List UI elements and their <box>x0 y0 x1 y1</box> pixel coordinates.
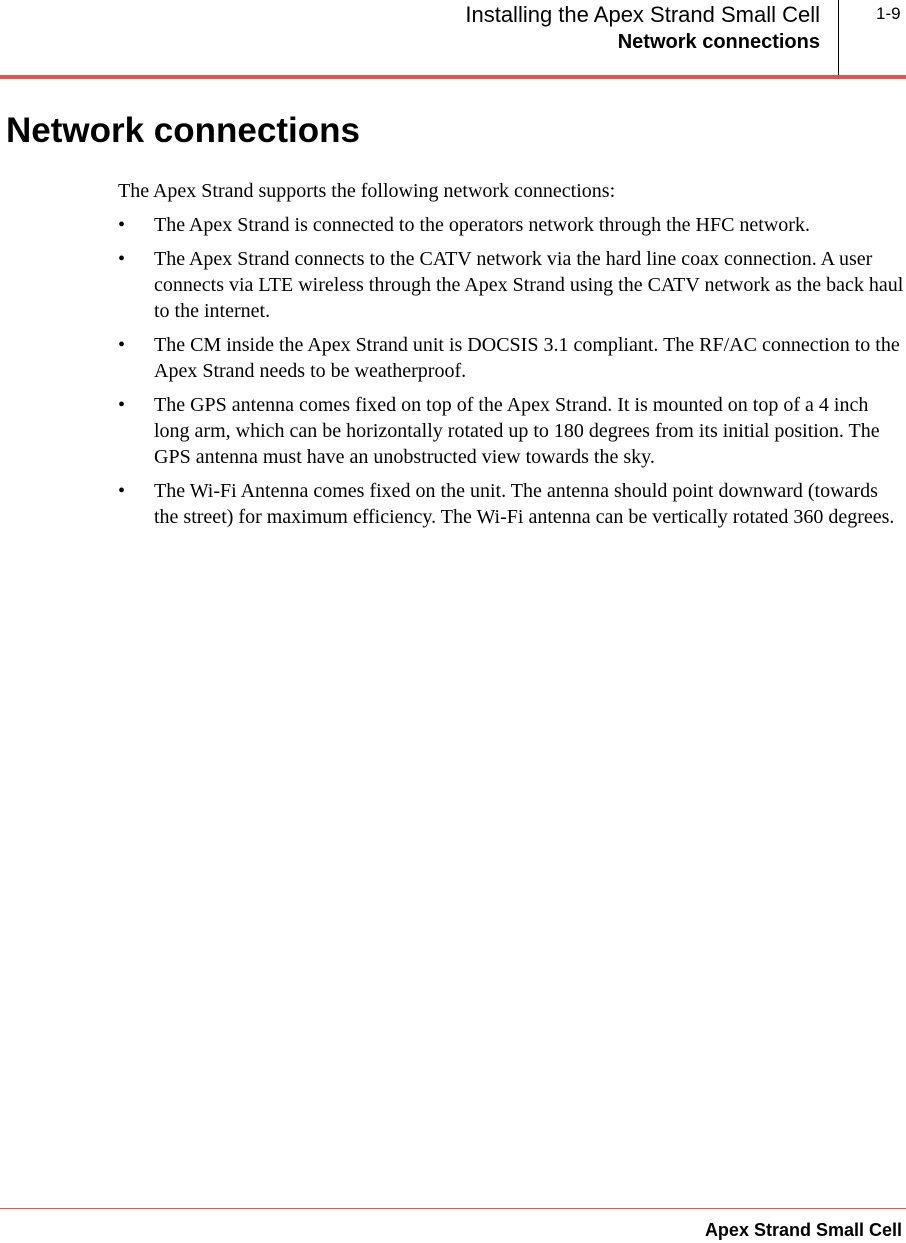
bullet-list <box>118 212 904 530</box>
page-title: Network connections <box>6 111 360 150</box>
list-item-text: The Apex Strand is connected to the operators network through the HFC network. <box>154 214 810 236</box>
list-item-text: The Apex Strand connects to the CATV network via the hard line coax connection. A user connects via LTE wireless through the Apex Strand using the CATV network as the back haul to the internet. <box>154 248 904 322</box>
bullet-icon: • <box>118 334 126 356</box>
list-item-text: The Wi-Fi Antenna comes fixed on the unit. The antenna should point downward (towards the street) for maximum efficiency. The Wi-Fi antenna can be vertically rotated 360 degrees. <box>154 480 895 528</box>
page-number: 1-9 <box>876 4 901 23</box>
bullet-icon: • <box>118 480 126 502</box>
header-section-title: Network connections <box>617 31 820 53</box>
bullet-icon: • <box>118 394 126 416</box>
footer-title: Apex Strand Small Cell <box>704 1220 902 1240</box>
list-item <box>118 478 904 530</box>
header-divider <box>838 0 839 76</box>
list-item <box>118 332 904 384</box>
list-item <box>118 212 904 238</box>
bullet-icon: • <box>118 214 126 236</box>
header-rule <box>0 75 906 79</box>
intro-paragraph: The Apex Strand supports the following network connections: <box>118 180 616 202</box>
list-item-text: The GPS antenna comes fixed on top of the Apex Strand. It is mounted on top of a 4 inch long arm, which can be horizontally rotated up to 180 degrees from its initial position. The GPS antenna must have an unobstructed view towards the sky. <box>154 394 880 468</box>
footer-rule <box>0 1208 906 1209</box>
bullet-icon: • <box>118 248 126 270</box>
body-content <box>118 178 904 538</box>
list-item <box>118 246 904 324</box>
list-item-text: The CM inside the Apex Strand unit is DOCSIS 3.1 compliant. The RF/AC connection to the Apex Strand needs to be weatherproof. <box>154 334 900 382</box>
header-chapter-title: Installing the Apex Strand Small Cell <box>465 2 820 27</box>
list-item <box>118 392 904 470</box>
